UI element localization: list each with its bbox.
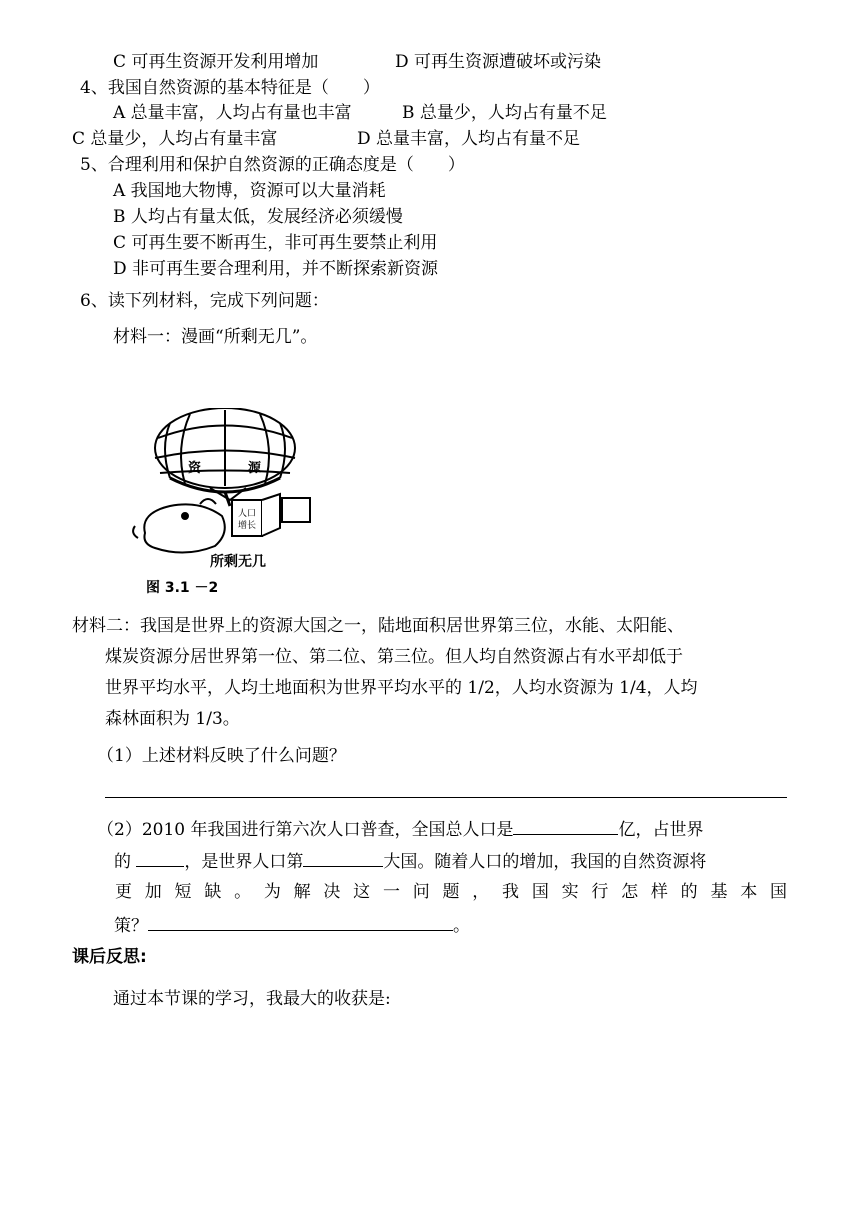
- q5-option-b: B 人均占有量太低，发展经济必须缓慢: [113, 207, 403, 227]
- cartoon-caption: 所剩无几: [210, 554, 266, 570]
- sub2-text-b: 亿，占世界: [618, 820, 704, 840]
- figure-number: 图 3.1 －2: [146, 580, 219, 596]
- q3-option-c: C 可再生资源开发利用增加: [113, 52, 319, 72]
- balloon-label-right: 源: [248, 461, 262, 476]
- sub2-text-g: 策？: [114, 916, 148, 936]
- globe-balloon: [155, 408, 295, 506]
- population-blank[interactable]: [513, 816, 618, 835]
- sub2-text-h: 。: [453, 916, 470, 936]
- q5-option-c: C 可再生要不断再生，非可再生要禁止利用: [113, 233, 438, 253]
- answer-line-1[interactable]: [105, 797, 787, 798]
- sub2-text-a: （2）2010 年我国进行第六次人口普查，全国总人口是: [97, 820, 514, 840]
- material-two-line-4: 森林面积为 1/3。: [105, 709, 240, 729]
- tag-label: 人口: [237, 509, 257, 519]
- sub2-text-c: 的: [114, 852, 131, 872]
- sub-question-1: （1）上述材料反映了什么问题？: [97, 746, 346, 766]
- sub-question-2-line-2: [114, 848, 706, 874]
- material-one-text: 材料一：漫画“所剩无几”。: [113, 327, 318, 347]
- q6-stem: 6、读下列材料，完成下列问题：: [80, 291, 329, 311]
- sub-question-2-line-1: [97, 816, 703, 842]
- material-two-line-3: 世界平均水平，人均土地面积为世界平均水平的 1/2，人均水资源为 1/4，人均: [105, 678, 698, 698]
- q4-option-b: B 总量少，人均占有量不足: [402, 103, 607, 123]
- sub2-text-e: 大国。随着人口的增加，我国的自然资源将: [383, 852, 707, 872]
- q5-option-d: D 非可再生要合理利用，并不断探索新资源: [113, 259, 439, 279]
- q3-option-d: D 可再生资源遭破坏或污染: [395, 52, 602, 72]
- material-two-line-1: 材料二：我国是世界上的资源大国之一，陆地面积居世界第三位，水能、太阳能、: [72, 616, 684, 636]
- share-blank[interactable]: [136, 848, 184, 867]
- cartoon-illustration: [130, 408, 340, 593]
- tag-label-2: 增长: [237, 521, 257, 531]
- q4-option-a: A 总量丰富，人均占有量也丰富: [113, 103, 352, 123]
- sub2-text-d: ，是世界人口第: [184, 852, 304, 872]
- sub-question-2-line-4: [114, 912, 470, 938]
- animal-figure: [133, 499, 225, 553]
- reflection-prompt: 通过本节课的学习，我最大的收获是:: [113, 989, 391, 1009]
- material-two-line-2: 煤炭资源分居世界第一位、第二位、第三位。但人均自然资源占有水平却低于: [105, 647, 683, 667]
- q4-option-d: D 总量丰富，人均占有量不足: [357, 129, 581, 149]
- q4-option-c: C 总量少，人均占有量丰富: [72, 129, 278, 149]
- q5-stem: 5、合理利用和保护自然资源的正确态度是（ ）: [80, 155, 465, 175]
- rank-blank[interactable]: [303, 848, 383, 867]
- q5-option-a: A 我国地大物博，资源可以大量消耗: [113, 181, 386, 201]
- reflection-heading: 课后反思:: [72, 947, 147, 967]
- q4-stem: 4、我国自然资源的基本特征是（ ）: [80, 78, 380, 98]
- sub-question-2-line-3: 更加短缺。为解决这一问题，我国实行怎样的基本国: [115, 882, 787, 902]
- balloon-label-left: 资: [188, 461, 202, 476]
- policy-blank[interactable]: [148, 912, 453, 931]
